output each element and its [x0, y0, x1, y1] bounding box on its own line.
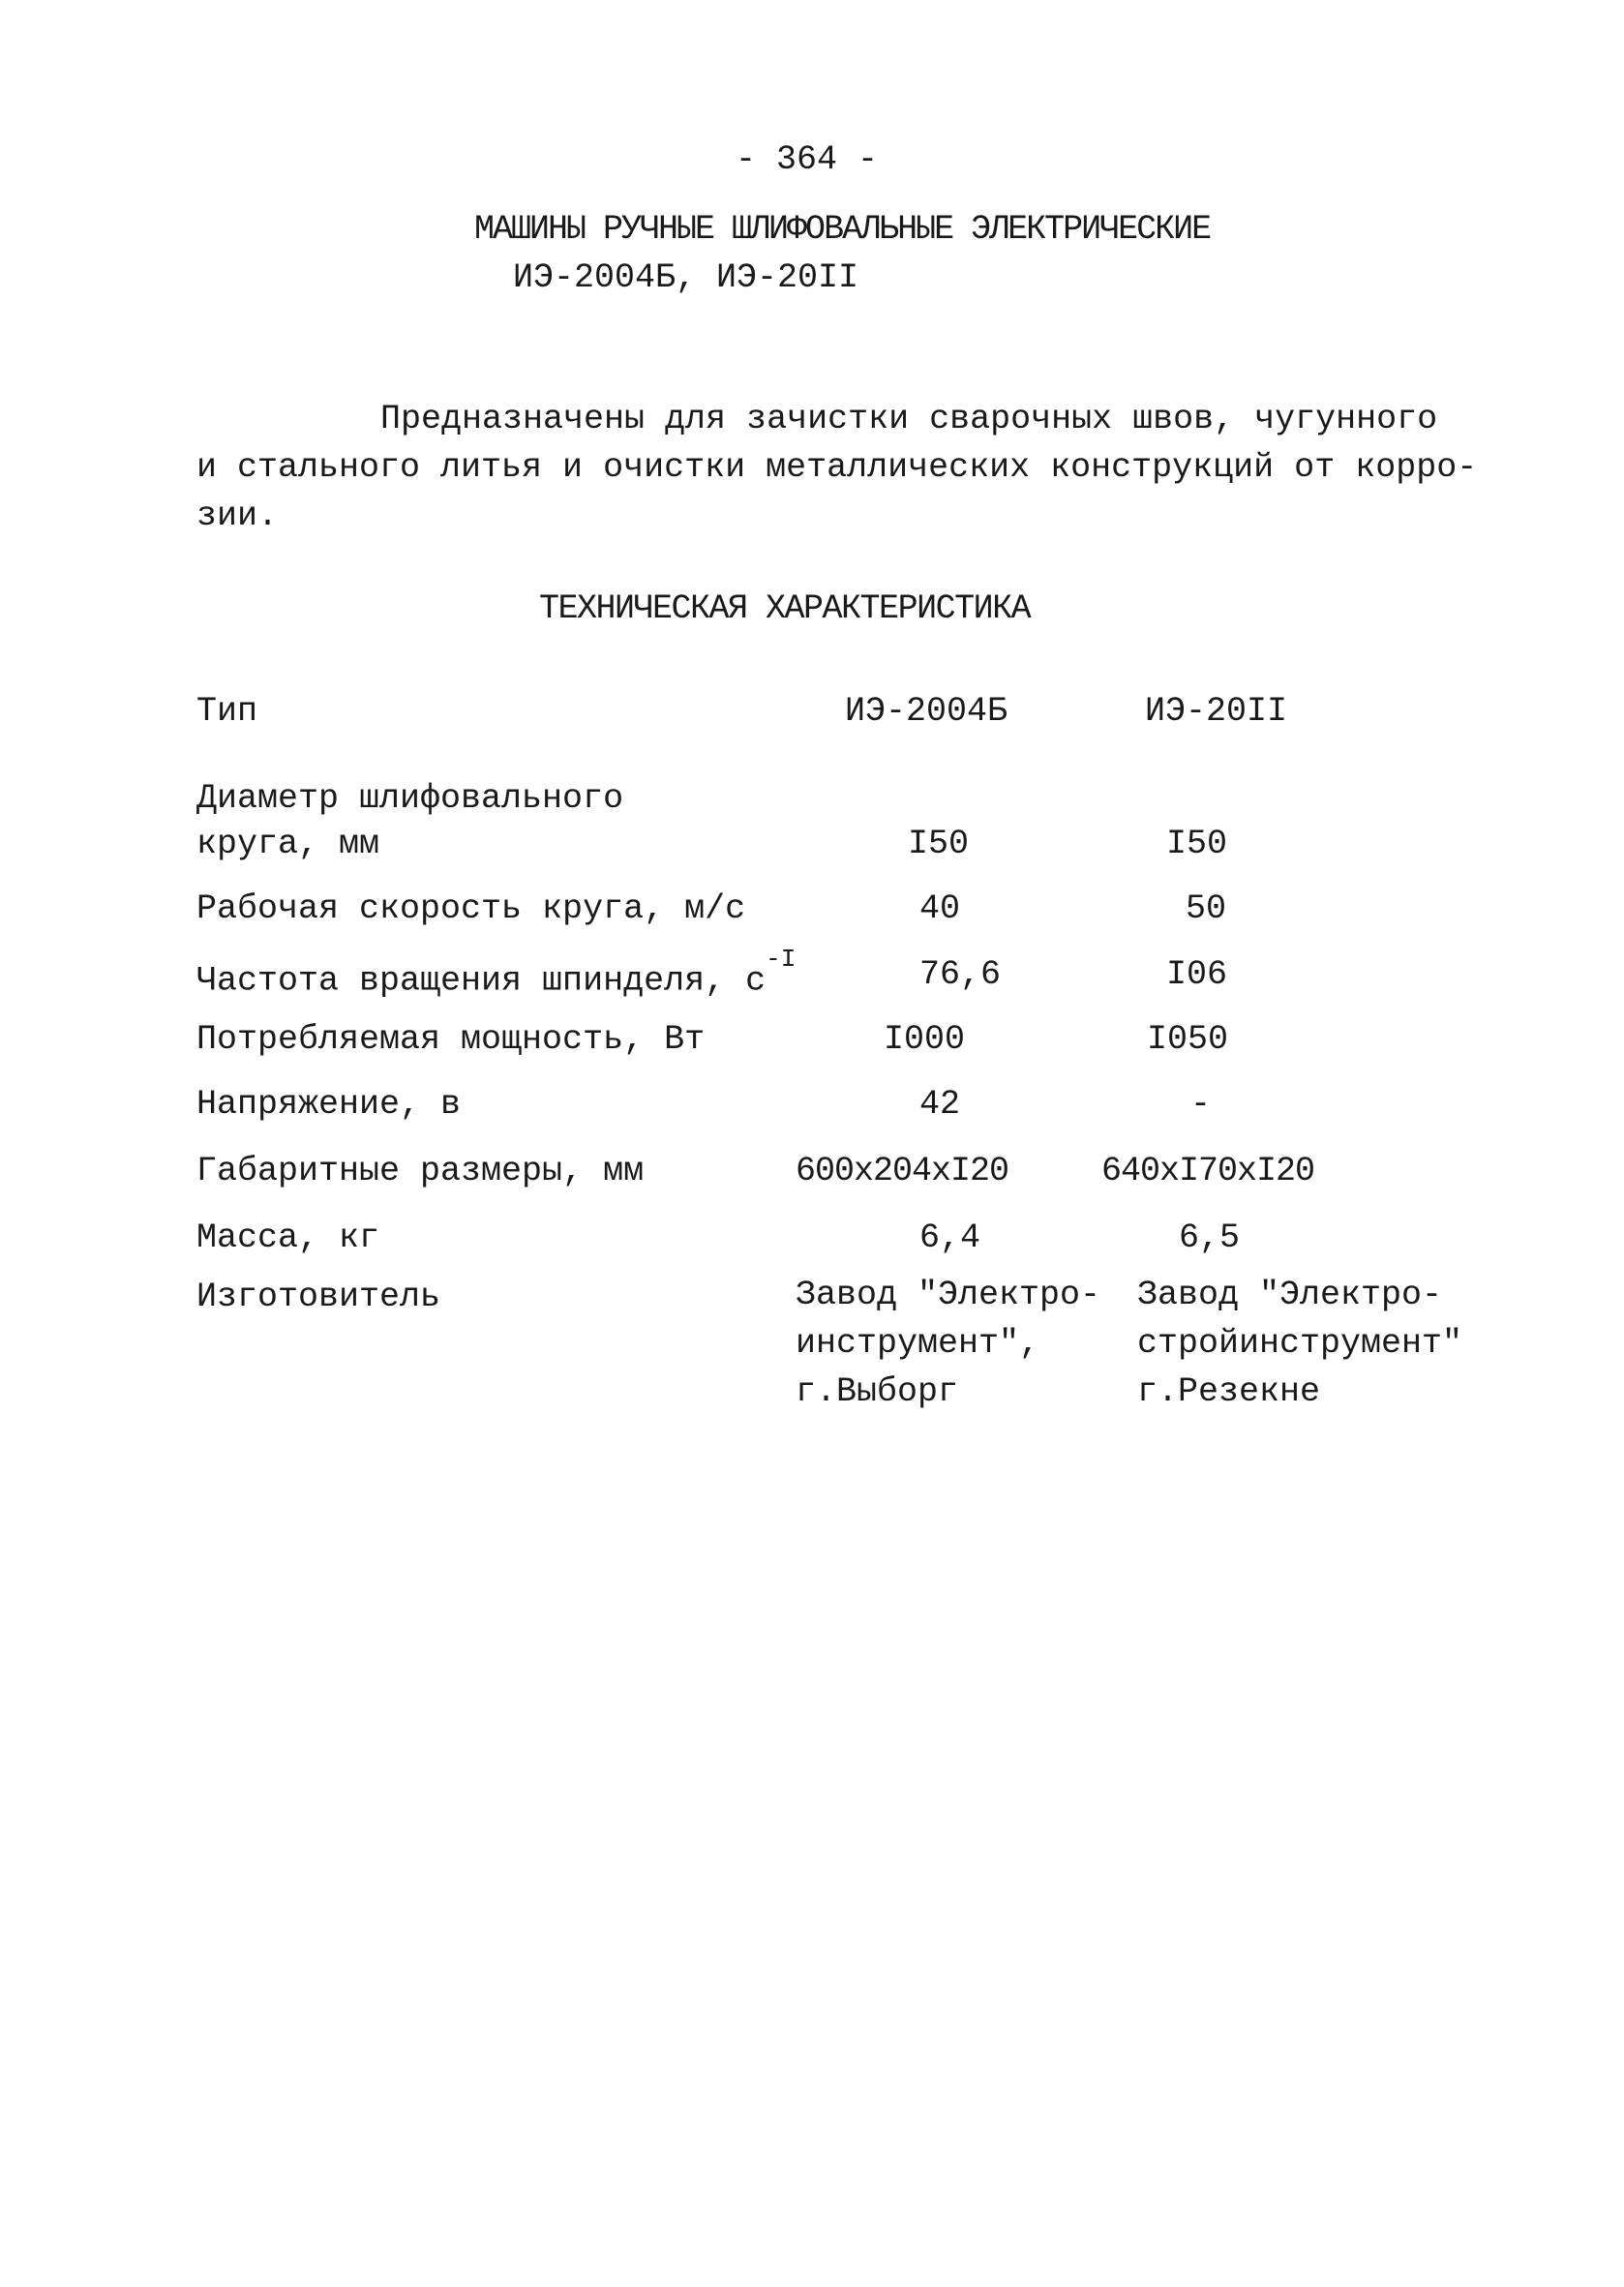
- row-frequency-label: [196, 945, 797, 1001]
- row-manufacturer-label: Изготовитель: [196, 1278, 441, 1316]
- row-diameter-label-line-1: Диаметр шлифовального: [196, 779, 624, 818]
- row-speed-label: Рабочая скорость круга, м/с: [196, 889, 746, 928]
- row-manufacturer-value-2-line-3: г.Резекне: [1137, 1372, 1321, 1411]
- row-dimensions-value-1: 600x204xI20: [796, 1152, 1009, 1190]
- row-speed-value-1: 40: [919, 889, 961, 928]
- row-mass-value-1: 6,4: [919, 1219, 981, 1257]
- row-dimensions-value-2: 640xI70xI20: [1101, 1152, 1315, 1190]
- table-header-model-1: ИЭ-2004Б: [845, 692, 1008, 731]
- row-manufacturer-value-1-line-1: Завод "Электро-: [796, 1276, 1101, 1314]
- row-voltage-label: Напряжение, в: [196, 1085, 462, 1124]
- row-frequency-value-1: 76,6: [919, 955, 1002, 994]
- row-mass-value-2: 6,5: [1179, 1219, 1241, 1257]
- description-line-2: и стального литья и очистки металлических конструкций от корро-: [196, 448, 1478, 487]
- description-line-3: зии.: [196, 497, 279, 535]
- row-diameter-label-line-2: круга, мм: [196, 825, 380, 863]
- document-title: МАШИНЫ РУЧНЫЕ ШЛИФОВАЛЬНЫЕ ЭЛЕКТРИЧЕСКИЕ: [474, 210, 1211, 249]
- row-dimensions-label: Габаритные размеры, мм: [196, 1152, 645, 1190]
- page-number: - 364 -: [736, 140, 879, 179]
- row-manufacturer-value-1-line-2: инструмент",: [796, 1324, 1040, 1363]
- row-power-value-1: I000: [884, 1020, 966, 1059]
- row-speed-value-2: 50: [1186, 889, 1227, 928]
- row-mass-label: Масса, кг: [196, 1219, 380, 1257]
- row-voltage-value-1: 42: [919, 1085, 961, 1124]
- description-line-1: Предназначены для зачистки сварочных швов, чугунного: [380, 400, 1438, 438]
- row-frequency-exponent: -I: [766, 945, 797, 974]
- row-power-value-2: I050: [1147, 1020, 1229, 1059]
- section-heading: ТЕХНИЧЕСКАЯ ХАРАКТЕРИСТИКА: [539, 589, 1031, 628]
- document-subtitle-models: ИЭ-2004Б, ИЭ-20II: [513, 258, 859, 297]
- row-voltage-value-2: -: [1190, 1085, 1212, 1124]
- table-header-type-label: Тип: [196, 692, 258, 731]
- row-manufacturer-value-2-line-2: стройинструмент": [1137, 1324, 1463, 1363]
- table-header-model-2: ИЭ-20II: [1145, 692, 1288, 731]
- row-diameter-value-2: I50: [1166, 825, 1228, 863]
- row-frequency-label-text: Частота вращения шпинделя, с: [196, 961, 767, 1001]
- row-manufacturer-value-2-line-1: Завод "Электро-: [1137, 1276, 1443, 1314]
- row-diameter-value-1: I50: [908, 825, 970, 863]
- row-frequency-value-2: I06: [1166, 955, 1228, 994]
- row-manufacturer-value-1-line-3: г.Выборг: [796, 1372, 959, 1411]
- row-power-label: Потребляемая мощность, Вт: [196, 1020, 706, 1059]
